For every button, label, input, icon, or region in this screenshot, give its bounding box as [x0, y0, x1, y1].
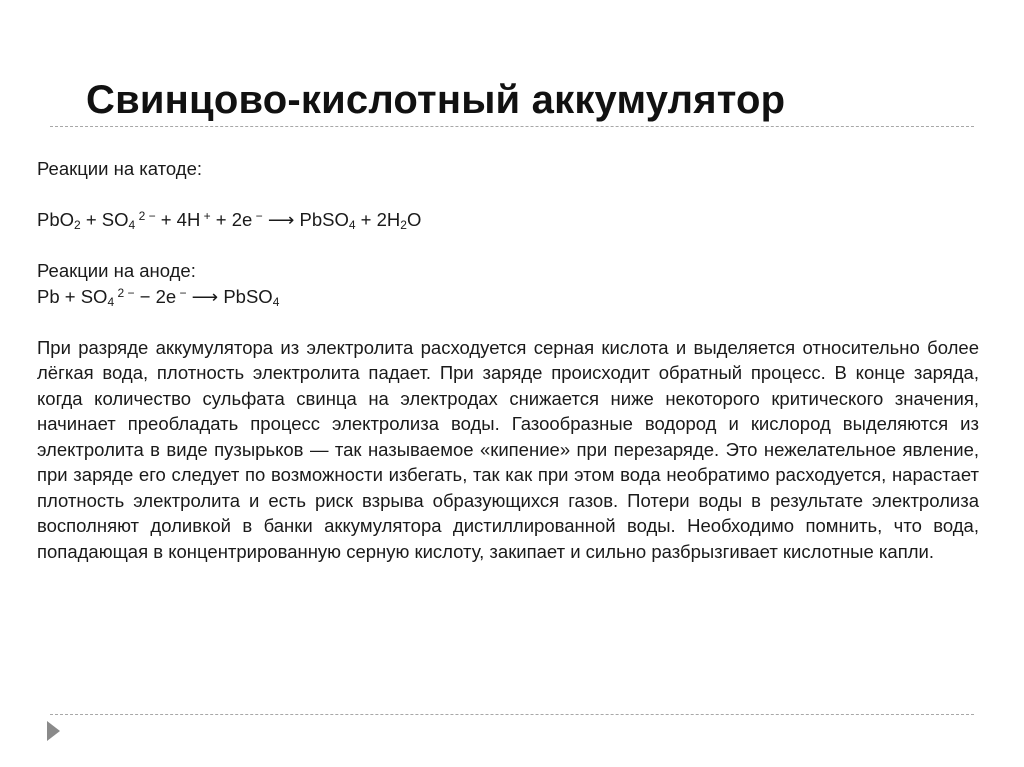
slide-title: Свинцово-кислотный аккумулятор [86, 78, 786, 122]
anode-heading: Реакции на аноде: [37, 260, 196, 281]
slide-body [37, 156, 979, 564]
footer-divider [50, 714, 974, 715]
cathode-equation: $PbO_2 + SO_4$ $^{2 -}$ + 4H + + 2e − ⟶ PbSO$_4$ + $2H_2O$ [37, 209, 422, 232]
anode-equation: $Pb + SO_4$ $^{2 -}$ − 2e − ⟶ PbSO$_4$ [37, 285, 280, 309]
title-divider [50, 126, 974, 127]
cathode-heading: Реакции на катоде: [37, 158, 203, 179]
triangle-right-icon[interactable] [47, 721, 60, 741]
body-paragraph: При разряде аккумулятора из электролита расходуется серная кислота и выделяется относительно более лёгкая вода, плотность электролита падает. При заряде происходит обратный процесс. В конце заряда, когда количество сульфата свинца на электродах снижается ниже некоторого критического значения, начинает преобладать процесс электролиза воды. Газообразные водород и кислород выделяются из электролита в виде пузырьков — так называемое «кипение» при перезаряде. Это нежелательное явление, при заряде его следует по возможности избегать, так как при этом вода необратимо расходуется, нарастает плотность электролита и есть риск взрыва образующихся газов. Потери воды в результате электролиза восполняют доливкой в банки аккумулятора дистиллированной воды. Необходимо помнить, что вода, попадающая в концентрированную серную кислоту, закипает и сильно разбрызгивает кислотные капли. [37, 336, 979, 562]
